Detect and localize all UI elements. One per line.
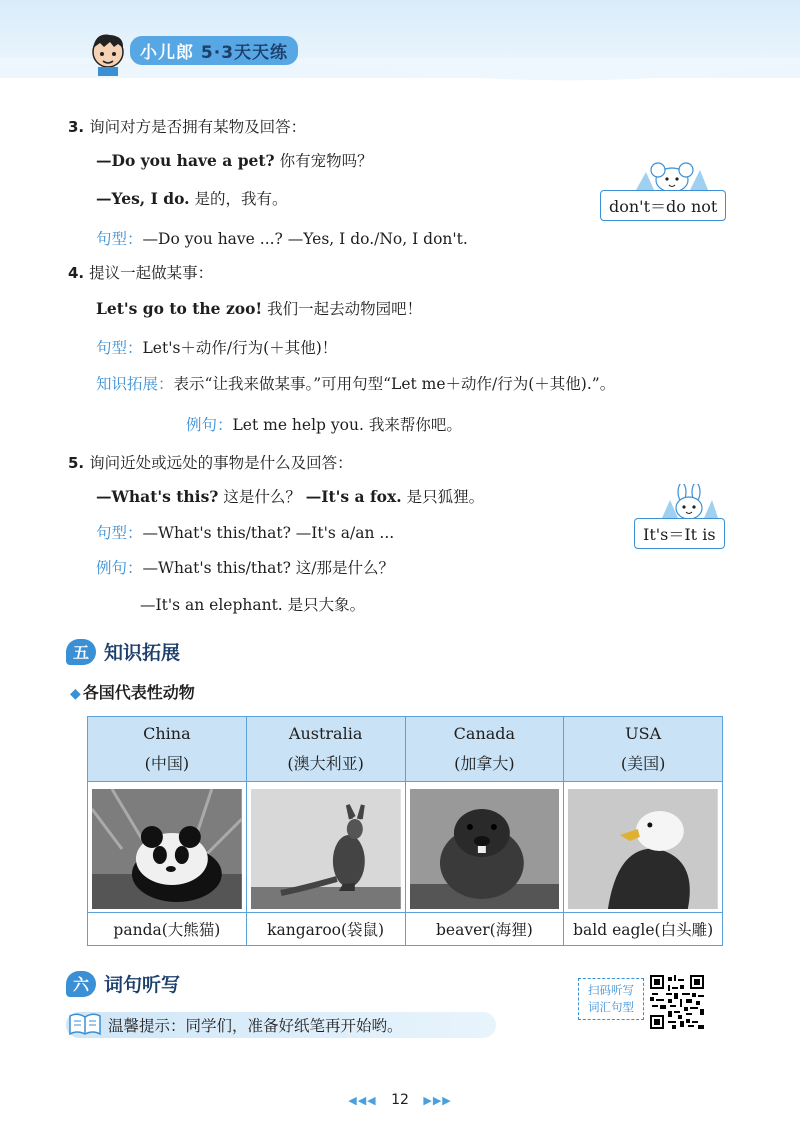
diamond-icon: ◆ xyxy=(70,686,81,702)
table-header-cell: Canada (加拿大) xyxy=(405,717,564,782)
item-3-title: 3. 询问对方是否拥有某物及回答： xyxy=(68,118,307,136)
brand-series: 5·3天天练 xyxy=(200,43,289,63)
item-3-example-2: —Yes, I do. 是的，我有。 xyxy=(96,189,288,208)
section-5-heading xyxy=(66,638,180,665)
boy-mascot-icon xyxy=(88,30,128,76)
page-number: 12 xyxy=(391,1092,409,1108)
beaver-photo xyxy=(410,789,560,909)
brand-title xyxy=(130,36,298,65)
item-4-pattern: 句型：Let's＋动作/行为(＋其他)！ xyxy=(96,339,338,357)
item-5-sample-2: —It's an elephant. 是只大象。 xyxy=(140,596,366,614)
table-photo-row xyxy=(88,782,723,913)
animals-table xyxy=(87,716,723,946)
note-its: It's＝It is xyxy=(634,518,725,549)
item-5-sample-1: 例句：—What's this/that? 这/那是什么？ xyxy=(96,559,395,577)
qr-code[interactable] xyxy=(650,975,704,1029)
kangaroo-photo xyxy=(251,789,401,909)
rabbit-mascot-icon xyxy=(660,484,720,520)
section-6-badge: 六 xyxy=(66,971,96,997)
animal-label: beaver(海狸) xyxy=(405,913,564,946)
animal-label: kangaroo(袋鼠) xyxy=(246,913,405,946)
item-3-pattern: 句型：—Do you have ...? —Yes, I do./No, I don't. xyxy=(96,230,468,248)
animal-label: bald eagle(白头雕) xyxy=(564,913,723,946)
item-4-sample: 例句：Let me help you. 我来帮你吧。 xyxy=(186,416,462,434)
item-5-title: 5. 询问近处或远处的事物是什么及回答： xyxy=(68,454,353,472)
item-3-example-1: —Do you have a pet? 你有宠物吗？ xyxy=(96,151,373,170)
animal-label: panda(大熊猫) xyxy=(88,913,247,946)
item-5-example: —What's this? 这是什么？ —It's a fox. 是只狐狸。 xyxy=(96,487,485,506)
panda-photo xyxy=(92,789,242,909)
section-5-title: 知识拓展 xyxy=(104,642,181,664)
table-header-row xyxy=(88,717,723,782)
photo-cell xyxy=(564,782,723,913)
brand-name: 小儿郎 xyxy=(140,43,194,63)
table-label-row xyxy=(88,913,723,946)
photo-cell xyxy=(246,782,405,913)
right-arrows-icon: ▶▶▶ xyxy=(423,1094,452,1107)
mouse-mascot-icon xyxy=(632,160,712,194)
bald-eagle-photo xyxy=(568,789,718,909)
photo-cell xyxy=(88,782,247,913)
table-header-cell: USA (美国) xyxy=(564,717,723,782)
item-4-example: Let's go to the zoo! 我们一起去动物园吧！ xyxy=(96,299,423,318)
table-header-cell: Australia (澳大利亚) xyxy=(246,717,405,782)
section-5-subheading: ◆ 各国代表性动物 xyxy=(70,683,195,702)
item-5-pattern: 句型：—What's this/that? —It's a/an ... xyxy=(96,524,395,542)
section-6-heading xyxy=(66,970,180,997)
left-arrows-icon: ◀◀◀ xyxy=(348,1094,377,1107)
open-book-icon xyxy=(68,1012,102,1036)
page-footer xyxy=(0,1092,800,1108)
tip-text: 温馨提示：同学们，准备好纸笔再开始哟。 xyxy=(108,1017,403,1035)
item-4-extension: 知识拓展：表示“让我来做某事。”可用句型“Let me＋动作/行为(＋其他).”。 xyxy=(96,375,616,393)
table-header-cell: China (中国) xyxy=(88,717,247,782)
item-4-title: 4. 提议一起做某事： xyxy=(68,264,214,282)
section-6-title: 词句听写 xyxy=(104,974,181,996)
note-dont: don't＝do not xyxy=(600,190,726,221)
section-5-badge: 五 xyxy=(66,639,96,665)
photo-cell xyxy=(405,782,564,913)
qr-label: 扫码听写 词汇句型 xyxy=(578,978,644,1020)
